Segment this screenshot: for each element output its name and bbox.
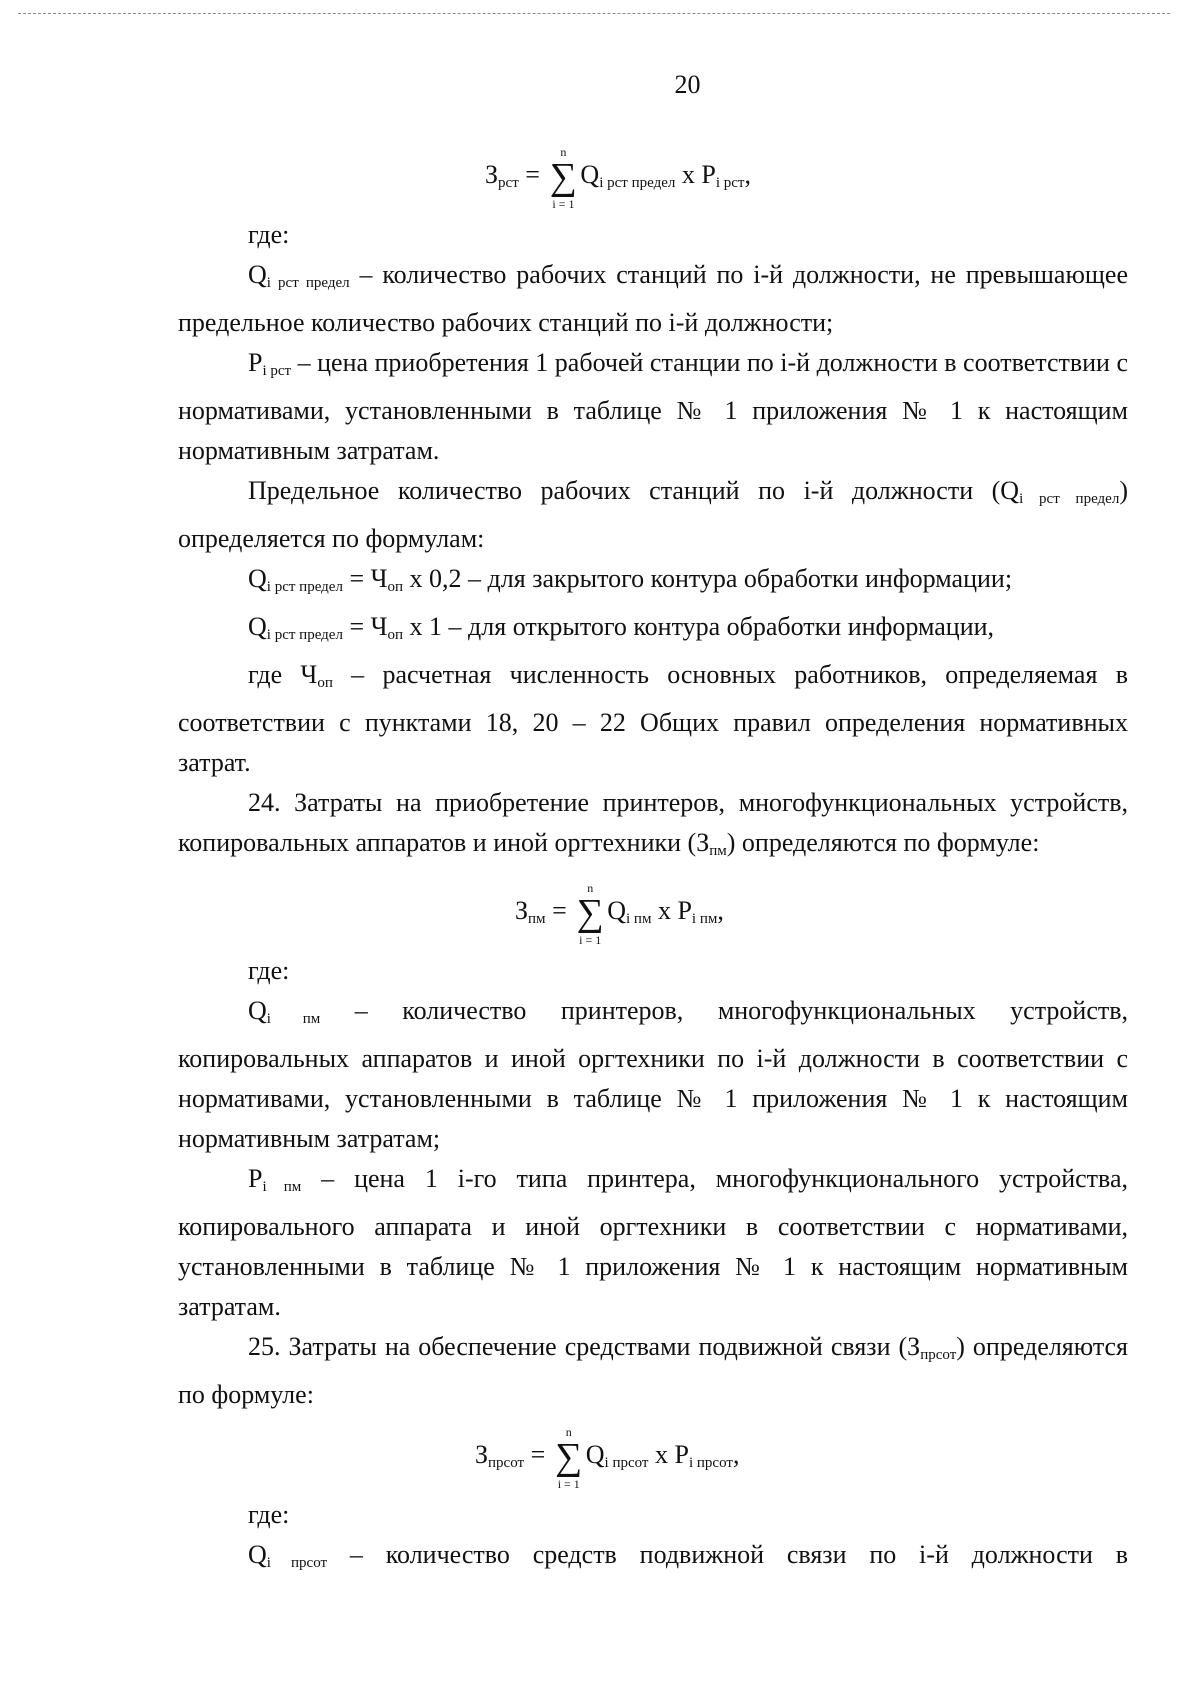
formula-open-contour: $Q_{i рст предел} = Ч_{оп}$ х 1 – для открытого контура обработки информации, (248, 612, 995, 643)
where-label: где: (248, 956, 290, 985)
definition-p-rst: $P_{i рст}$ – цена приобретения 1 рабочей станции по i-й должности в соответствии с нормативами, установленными в таблице № 1 приложения № 1 к настоящим нормативным затратам. (178, 348, 1128, 465)
section-25: 25. Затраты на обеспечение средствами подвижной связи $(З_{прсот})$ определяются по формуле: (178, 1332, 1129, 1409)
definition-q-rst: $Q_{i рст предел}$ – количество рабочих станций по i-й должности, не превышающее предельное количество рабочих станций по i-й должности; (178, 260, 1128, 337)
page-number: 20 (674, 70, 701, 99)
where-label: где: (248, 1500, 290, 1529)
sum-symbol: n ∑ i = 1 (555, 1425, 583, 1492)
definition-ch-op: где $Ч_{оп}$ – расчетная численность основных работников, определяемая в соответствии с пунктами 18, 20 – 22 Общих правил определения нормативных затрат. (178, 660, 1128, 777)
formula-printers: $З_{пм}$ = n ∑ i = 1 $Q_{i пм}$ x $P_{i пм}$, (515, 881, 724, 948)
sum-symbol: n ∑ i = 1 (549, 145, 577, 212)
formula-mobile: $З_{прсот}$ = n ∑ i = 1 $Q_{i прсот}$ x $P_{i прсот}$, (475, 1425, 740, 1492)
where-label: где: (248, 220, 290, 249)
section-24: 24. Затраты на приобретение принтеров, многофункциональных устройств, копировальных аппаратов и иной оргтехники $(З_{пм})$ определяются по формуле: (178, 788, 1128, 859)
definition-p-pm: $P_{i пм}$ – цена 1 i-го типа принтера, многофункционального устройства, копировального аппарата и иной оргтехники в соответствии с нормативами, установленными в таблице № 1 приложения № 1 к настоящим нормативным затратам. (178, 1164, 1129, 1321)
limit-paragraph: Предельное количество рабочих станций по i-й должности $(Q_{i рст предел})$ определяется по формулам: (178, 476, 1128, 553)
formula-workstations: $З_{рст}$ = n ∑ i = 1 $Q_{i рст предел}$ x $P_{i рст}$, (485, 145, 751, 212)
document-body (178, 135, 1128, 1583)
sum-symbol: n ∑ i = 1 (576, 881, 604, 948)
scan-top-line (18, 13, 1170, 14)
definition-q-prsot: $Q_{i прсот}$ – количество средств подвижной связи по i-й должности в (248, 1540, 1128, 1571)
formula-closed-contour: $Q_{i рст предел} = Ч_{оп}$ х 0,2 – для закрытого контура обработки информации; (248, 564, 1013, 595)
definition-q-pm: $Q_{i пм}$ – количество принтеров, многофункциональных устройств, копировальных аппаратов и иной оргтехники по i-й должности в соответствии с нормативами, установленными в таблице № 1 приложения № 1 к настоящим нормативным затратам; (178, 996, 1128, 1153)
